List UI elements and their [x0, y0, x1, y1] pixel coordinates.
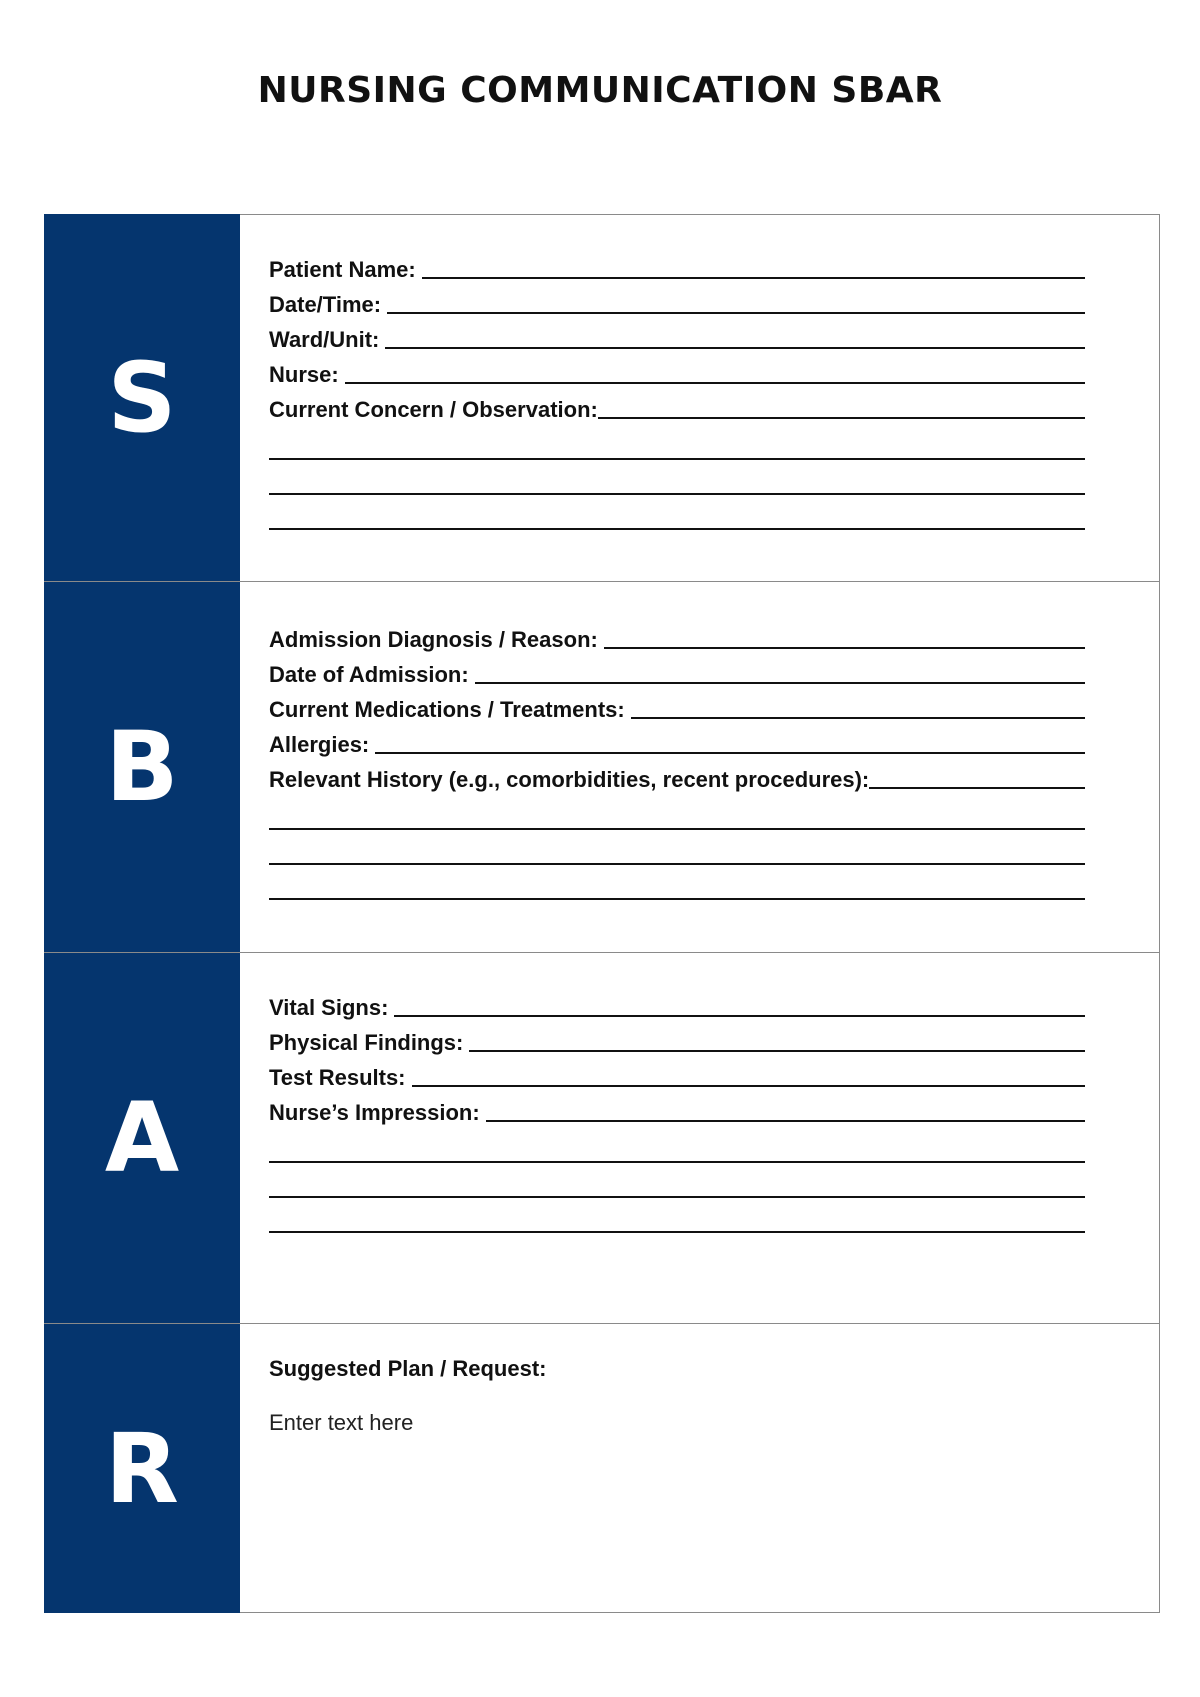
nurse-impression-line[interactable]: [486, 1120, 1085, 1122]
nurse-impression-field[interactable]: [269, 1093, 1085, 1128]
situation-blank-line[interactable]: [269, 425, 1085, 460]
page-title: NURSING COMMUNICATION SBAR: [257, 70, 943, 111]
allergies-field[interactable]: [269, 725, 1085, 760]
date-time-line[interactable]: [387, 312, 1085, 314]
current-medications-field[interactable]: [269, 690, 1085, 725]
situation-blank-line[interactable]: [269, 460, 1085, 495]
nurse-impression-label: Nurse’s Impression:: [269, 1100, 480, 1125]
situation-blank-line[interactable]: [269, 495, 1085, 530]
background-blank-line[interactable]: [269, 865, 1085, 900]
test-results-field[interactable]: [269, 1058, 1085, 1093]
current-concern-field[interactable]: [269, 390, 1085, 425]
ward-unit-field[interactable]: [269, 320, 1085, 355]
background-blank-line[interactable]: [269, 830, 1085, 865]
background-letter-panel: [44, 582, 240, 952]
background-letter: B: [105, 711, 179, 823]
date-of-admission-field[interactable]: [269, 655, 1085, 690]
recommendation-letter: R: [105, 1412, 179, 1525]
physical-findings-field[interactable]: [269, 1023, 1085, 1058]
background-section: [45, 581, 1160, 952]
date-time-label: Date/Time:: [269, 292, 382, 317]
test-results-label: Test Results:: [269, 1065, 406, 1090]
relevant-history-label: Relevant History (e.g., comorbidities, recent procedures):: [269, 767, 870, 792]
ward-unit-line[interactable]: [385, 347, 1085, 349]
physical-findings-line[interactable]: [469, 1050, 1085, 1052]
test-results-line[interactable]: [412, 1085, 1085, 1087]
relevant-history-line[interactable]: [869, 787, 1085, 789]
nurse-field[interactable]: [269, 355, 1085, 390]
vital-signs-field[interactable]: [269, 988, 1085, 1023]
ward-unit-label: Ward/Unit:: [269, 327, 380, 352]
current-concern-label: Current Concern / Observation:: [269, 397, 598, 422]
assessment-blank-line[interactable]: [269, 1128, 1085, 1163]
situation-letter-panel: [44, 214, 240, 581]
situation-letter: S: [107, 341, 177, 454]
vital-signs-line[interactable]: [394, 1015, 1085, 1017]
physical-findings-label: Physical Findings:: [269, 1030, 464, 1055]
current-medications-line[interactable]: [631, 717, 1085, 719]
date-of-admission-line[interactable]: [475, 682, 1085, 684]
recommendation-letter-panel: [44, 1324, 240, 1613]
situation-section: [45, 215, 1160, 581]
allergies-line[interactable]: [375, 752, 1085, 754]
patient-name-label: Patient Name:: [269, 257, 416, 282]
assessment-blank-line[interactable]: [269, 1163, 1085, 1198]
patient-name-field[interactable]: [269, 250, 1085, 285]
date-time-field[interactable]: [269, 285, 1085, 320]
admission-diagnosis-field[interactable]: [269, 620, 1085, 655]
background-fields: [269, 620, 1085, 900]
date-of-admission-label: Date of Admission:: [269, 662, 469, 687]
recommendation-content: [269, 1356, 1085, 1436]
situation-fields: [269, 250, 1085, 530]
assessment-fields: [269, 988, 1085, 1233]
nurse-line[interactable]: [345, 382, 1085, 384]
allergies-label: Allergies:: [269, 732, 370, 757]
nurse-label: Nurse:: [269, 362, 339, 387]
admission-diagnosis-label: Admission Diagnosis / Reason:: [269, 627, 598, 652]
current-medications-label: Current Medications / Treatments:: [269, 697, 625, 722]
background-blank-line[interactable]: [269, 795, 1085, 830]
admission-diagnosis-line[interactable]: [604, 647, 1085, 649]
vital-signs-label: Vital Signs:: [269, 995, 389, 1020]
current-concern-line[interactable]: [598, 417, 1085, 419]
sbar-form: [44, 214, 1160, 1613]
recommendation-section: [45, 1323, 1160, 1613]
assessment-letter: A: [104, 1082, 180, 1194]
assessment-section: [45, 952, 1160, 1323]
patient-name-line[interactable]: [422, 277, 1085, 279]
relevant-history-field[interactable]: [269, 760, 1085, 795]
assessment-letter-panel: [44, 953, 240, 1323]
suggested-plan-text-area[interactable]: Enter text here: [269, 1410, 414, 1435]
assessment-blank-line[interactable]: [269, 1198, 1085, 1233]
suggested-plan-heading: Suggested Plan / Request:: [269, 1356, 547, 1381]
